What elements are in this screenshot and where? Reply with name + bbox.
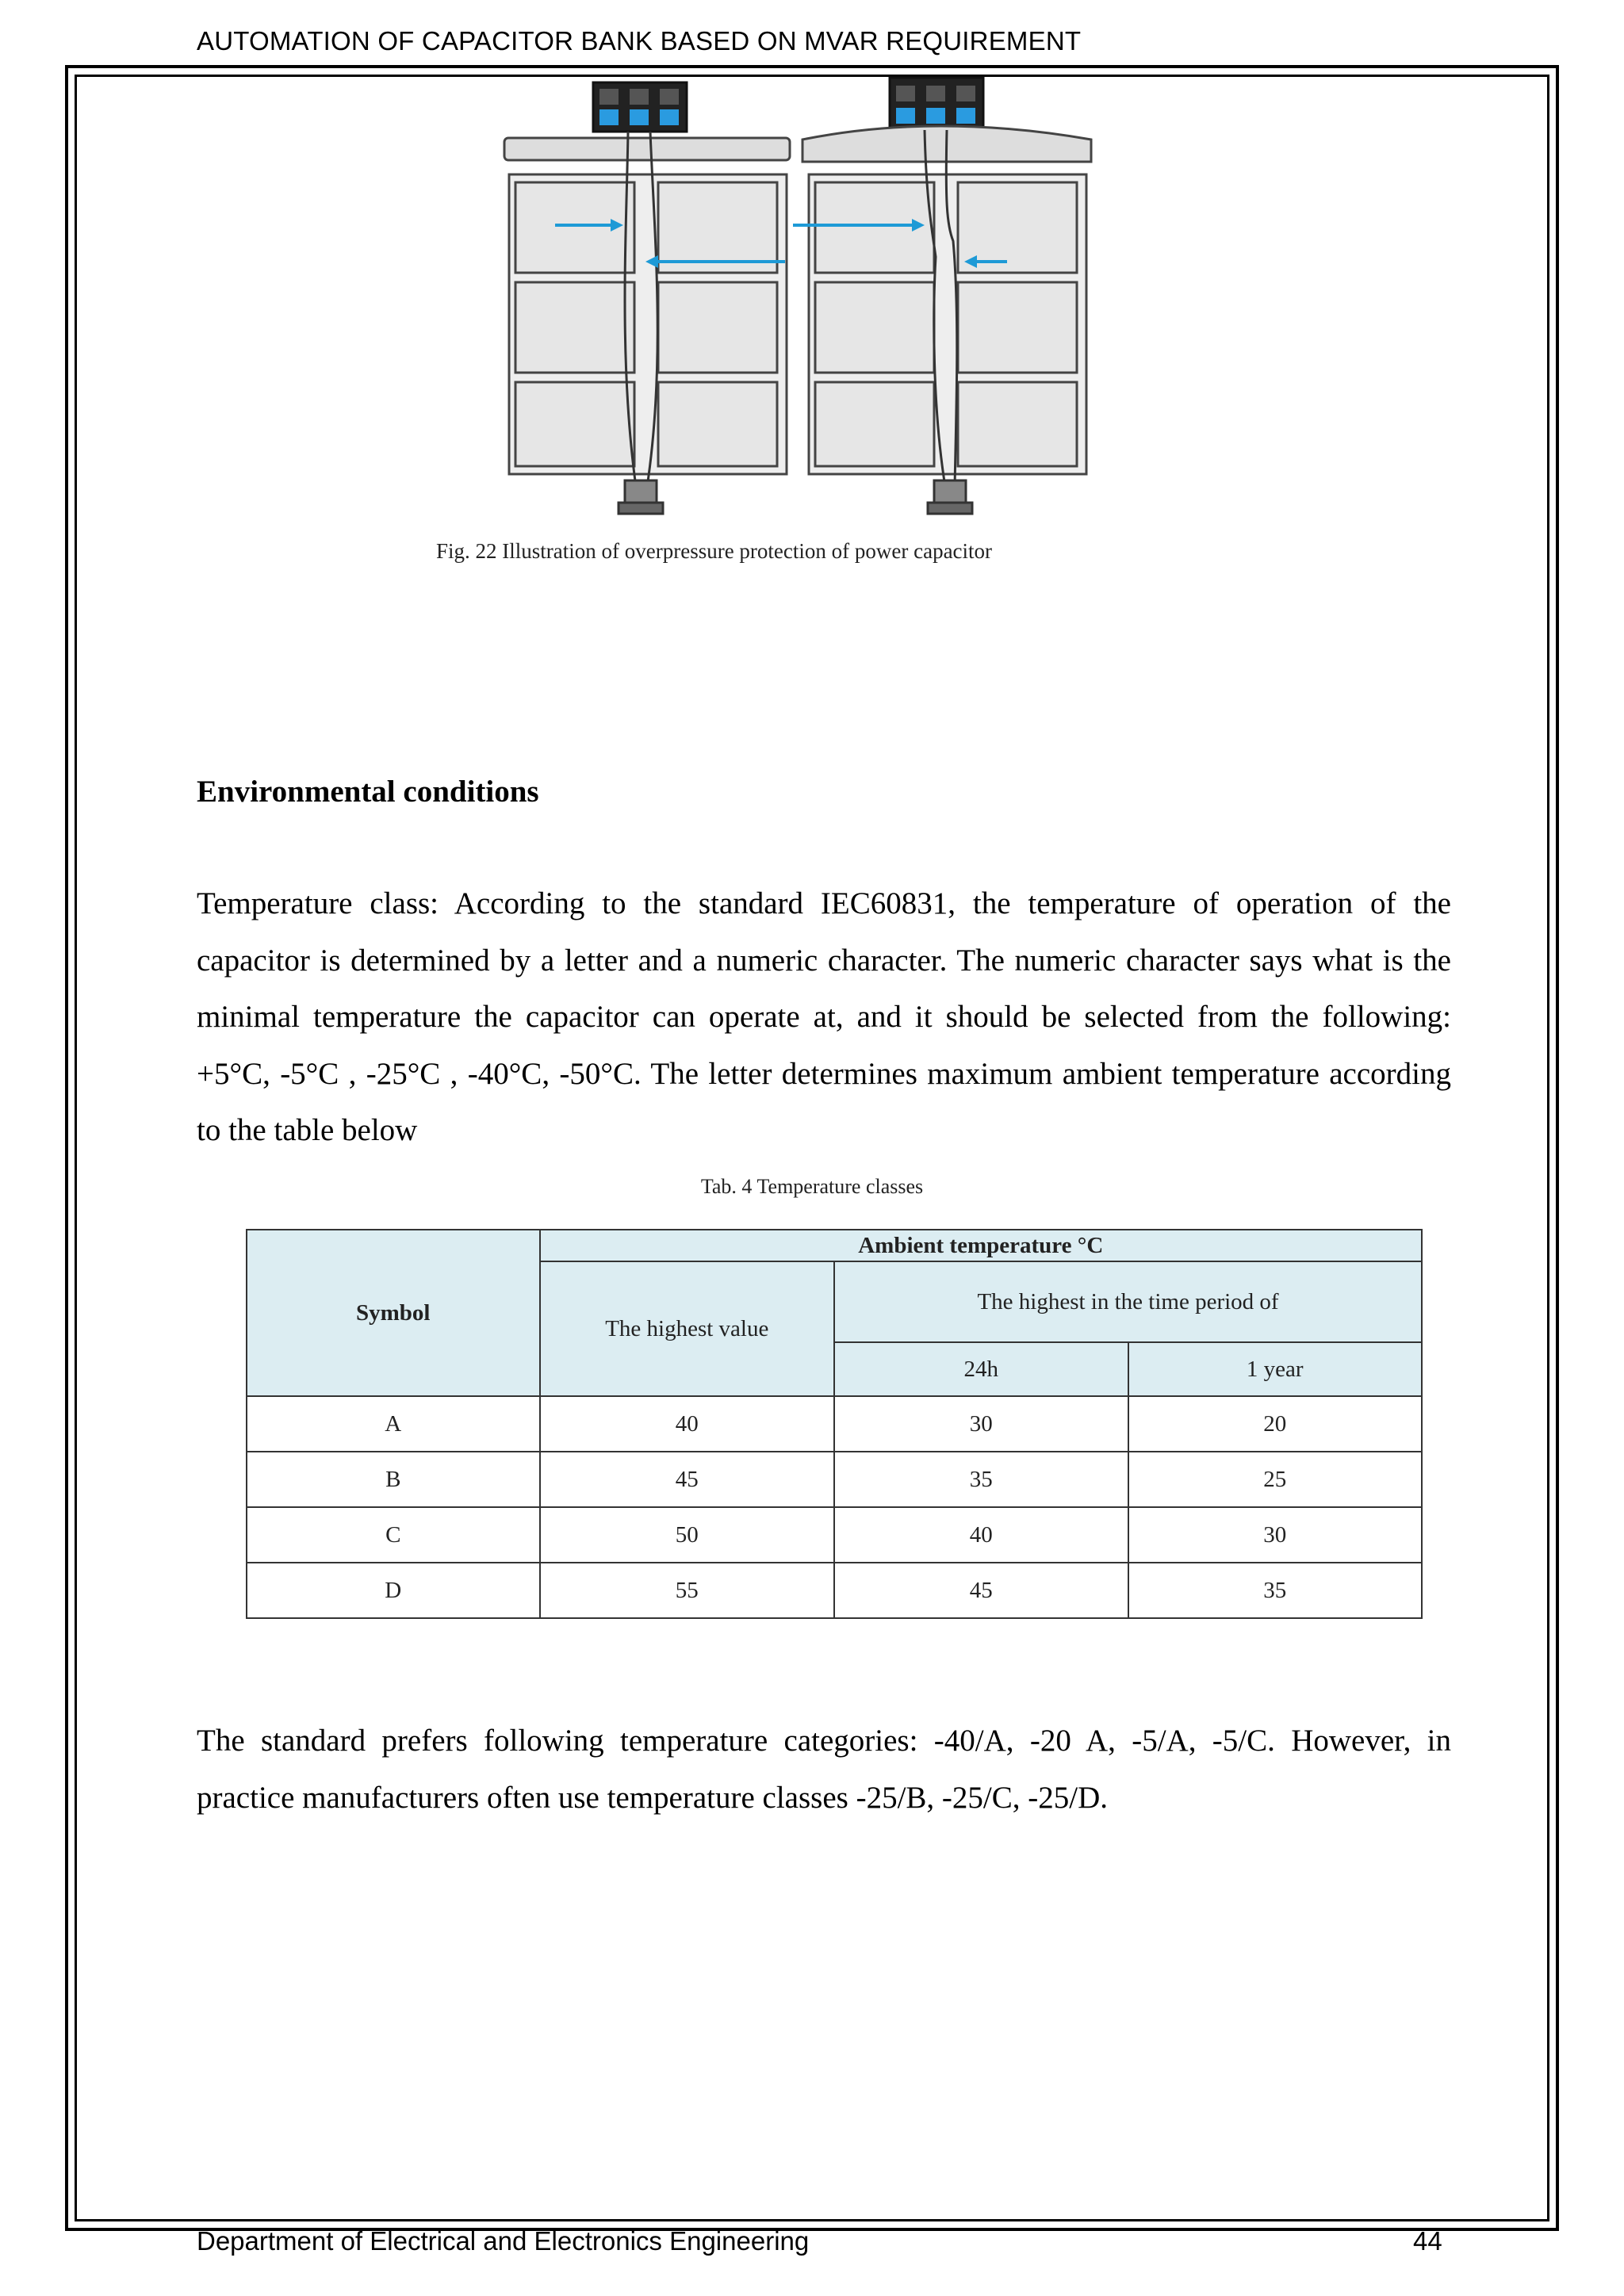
- cell-symbol: D: [247, 1563, 540, 1618]
- header-symbol: Symbol: [247, 1230, 540, 1396]
- cell-24h: 35: [834, 1452, 1128, 1507]
- body-paragraph-categories: The standard prefers following temperature categories: -40/A, -20 A, -5/A, -5/C. However, in practice manufacturers often use temperature classes -25/B, -25/C, -25/D.: [197, 1724, 1451, 1815]
- header-ambient-temperature: Ambient temperature °C: [540, 1230, 1422, 1261]
- header-1-year: 1 year: [1128, 1342, 1423, 1396]
- header-highest-value: The highest value: [540, 1261, 835, 1396]
- table-row: [247, 1563, 1422, 1618]
- capacitor-illustration: [492, 75, 1110, 534]
- figure-caption: Fig. 22 Illustration of overpressure protection of power capacitor: [436, 539, 993, 563]
- cell-1-year: 30: [1128, 1507, 1423, 1563]
- cell-highest: 40: [540, 1396, 835, 1452]
- body-paragraph-temperature-class: Temperature class: According to the standard IEC60831, the temperature of operation of the capacitor is determined by a letter and a numeric character. The numeric character says what is the minimal temperature the capacitor can operate at, and it should be selected from the following: +5°C, -5°C , -25°C , -40°C, -50°C. The letter determines maximum ambient temperature according to the table below: [197, 886, 1451, 1147]
- cell-24h: 30: [834, 1396, 1128, 1452]
- table-caption: Tab. 4 Temperature classes: [700, 1175, 924, 1198]
- section-heading: Environmental conditions: [197, 775, 539, 809]
- capacitor-left: [504, 82, 790, 514]
- header-24h: 24h: [834, 1342, 1128, 1396]
- cell-highest: 55: [540, 1563, 835, 1618]
- table-row: [247, 1396, 1422, 1452]
- cell-highest: 45: [540, 1452, 835, 1507]
- page-number: 44: [1413, 2226, 1442, 2256]
- cell-1-year: 25: [1128, 1452, 1423, 1507]
- header-time-period: The highest in the time period of: [834, 1261, 1422, 1342]
- capacitor-right: [793, 78, 1091, 514]
- cell-1-year: 35: [1128, 1563, 1423, 1618]
- cell-symbol: A: [247, 1396, 540, 1452]
- cell-highest: 50: [540, 1507, 835, 1563]
- table-row: [247, 1507, 1422, 1563]
- cell-symbol: C: [247, 1507, 540, 1563]
- temperature-classes-table: [246, 1229, 1423, 1619]
- cell-24h: 40: [834, 1507, 1128, 1563]
- footer-department: Department of Electrical and Electronics Engineering: [197, 2226, 810, 2256]
- cell-symbol: B: [247, 1452, 540, 1507]
- running-header: AUTOMATION OF CAPACITOR BANK BASED ON MVAR REQUIREMENT: [197, 26, 1082, 55]
- cell-1-year: 20: [1128, 1396, 1423, 1452]
- cell-24h: 45: [834, 1563, 1128, 1618]
- table-row: [247, 1452, 1422, 1507]
